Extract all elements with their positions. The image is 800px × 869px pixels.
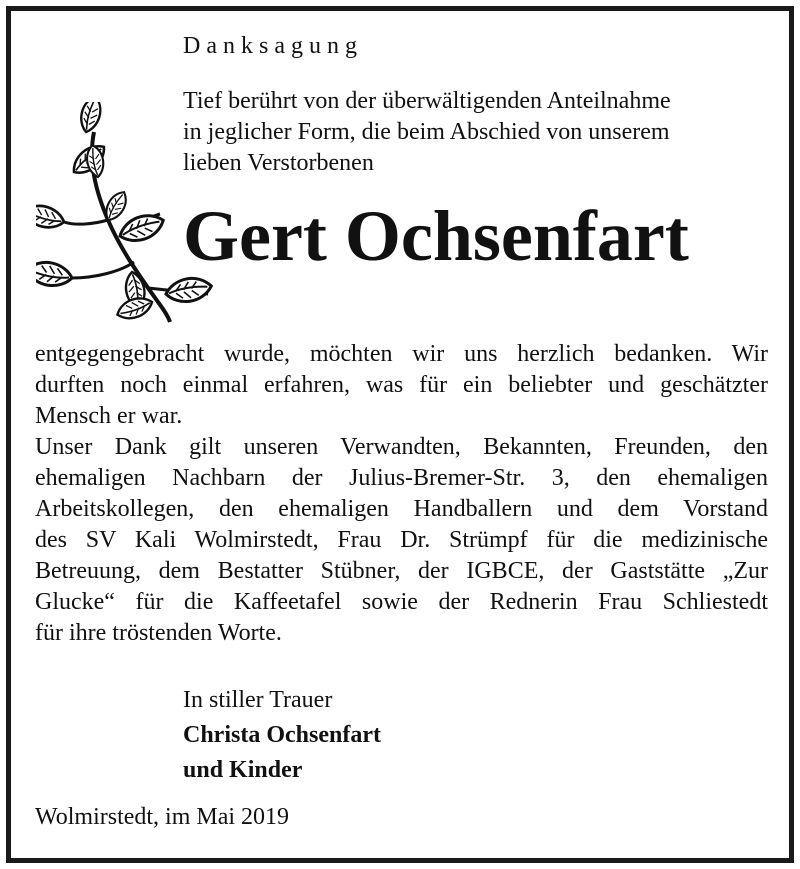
body-line: des SV Kali Wolmirstedt, Frau Dr. Strümpf für die medizinische bbox=[35, 527, 768, 553]
closing-block bbox=[183, 683, 381, 788]
intro-text bbox=[183, 86, 773, 179]
place-date: Wolmirstedt, im Mai 2019 bbox=[35, 804, 290, 830]
heading-danksagung: Danksagung bbox=[183, 33, 363, 59]
deceased-name: Gert Ochsenfart bbox=[183, 196, 689, 276]
body-text bbox=[35, 339, 768, 649]
body-line: durften noch einmal erfahren, was für ein beliebter und geschätzter bbox=[35, 372, 768, 398]
signatory-name: Christa Ochsenfart bbox=[183, 722, 381, 748]
intro-line: in jeglicher Form, die beim Abschied von unserem bbox=[183, 119, 670, 145]
body-line: für ihre tröstenden Worte. bbox=[35, 620, 282, 646]
body-line: Mensch er war. bbox=[35, 403, 183, 429]
closing-phrase: In stiller Trauer bbox=[183, 687, 333, 713]
signatory-family: und Kinder bbox=[183, 757, 303, 783]
body-line: Arbeitskollegen, den ehemaligen Handballern und dem Vorstand bbox=[35, 496, 768, 522]
body-line: ehemaligen Nachbarn der Julius-Bremer-Str. 3, den ehemaligen bbox=[35, 465, 768, 491]
body-line: Unser Dank gilt unseren Verwandten, Bekannten, Freunden, den bbox=[35, 434, 768, 460]
body-line: entgegengebracht wurde, möchten wir uns herzlich bedanken. Wir bbox=[35, 341, 768, 367]
intro-line: lieben Verstorbenen bbox=[183, 150, 374, 176]
intro-line: Tief berührt von der überwältigenden Anteilnahme bbox=[183, 88, 671, 114]
body-line: Betreuung, dem Bestatter Stübner, der IGBCE, der Gaststätte „Zur bbox=[35, 558, 768, 584]
body-line: Glucke“ für die Kaffeetafel sowie der Rednerin Frau Schliestedt bbox=[35, 589, 768, 615]
